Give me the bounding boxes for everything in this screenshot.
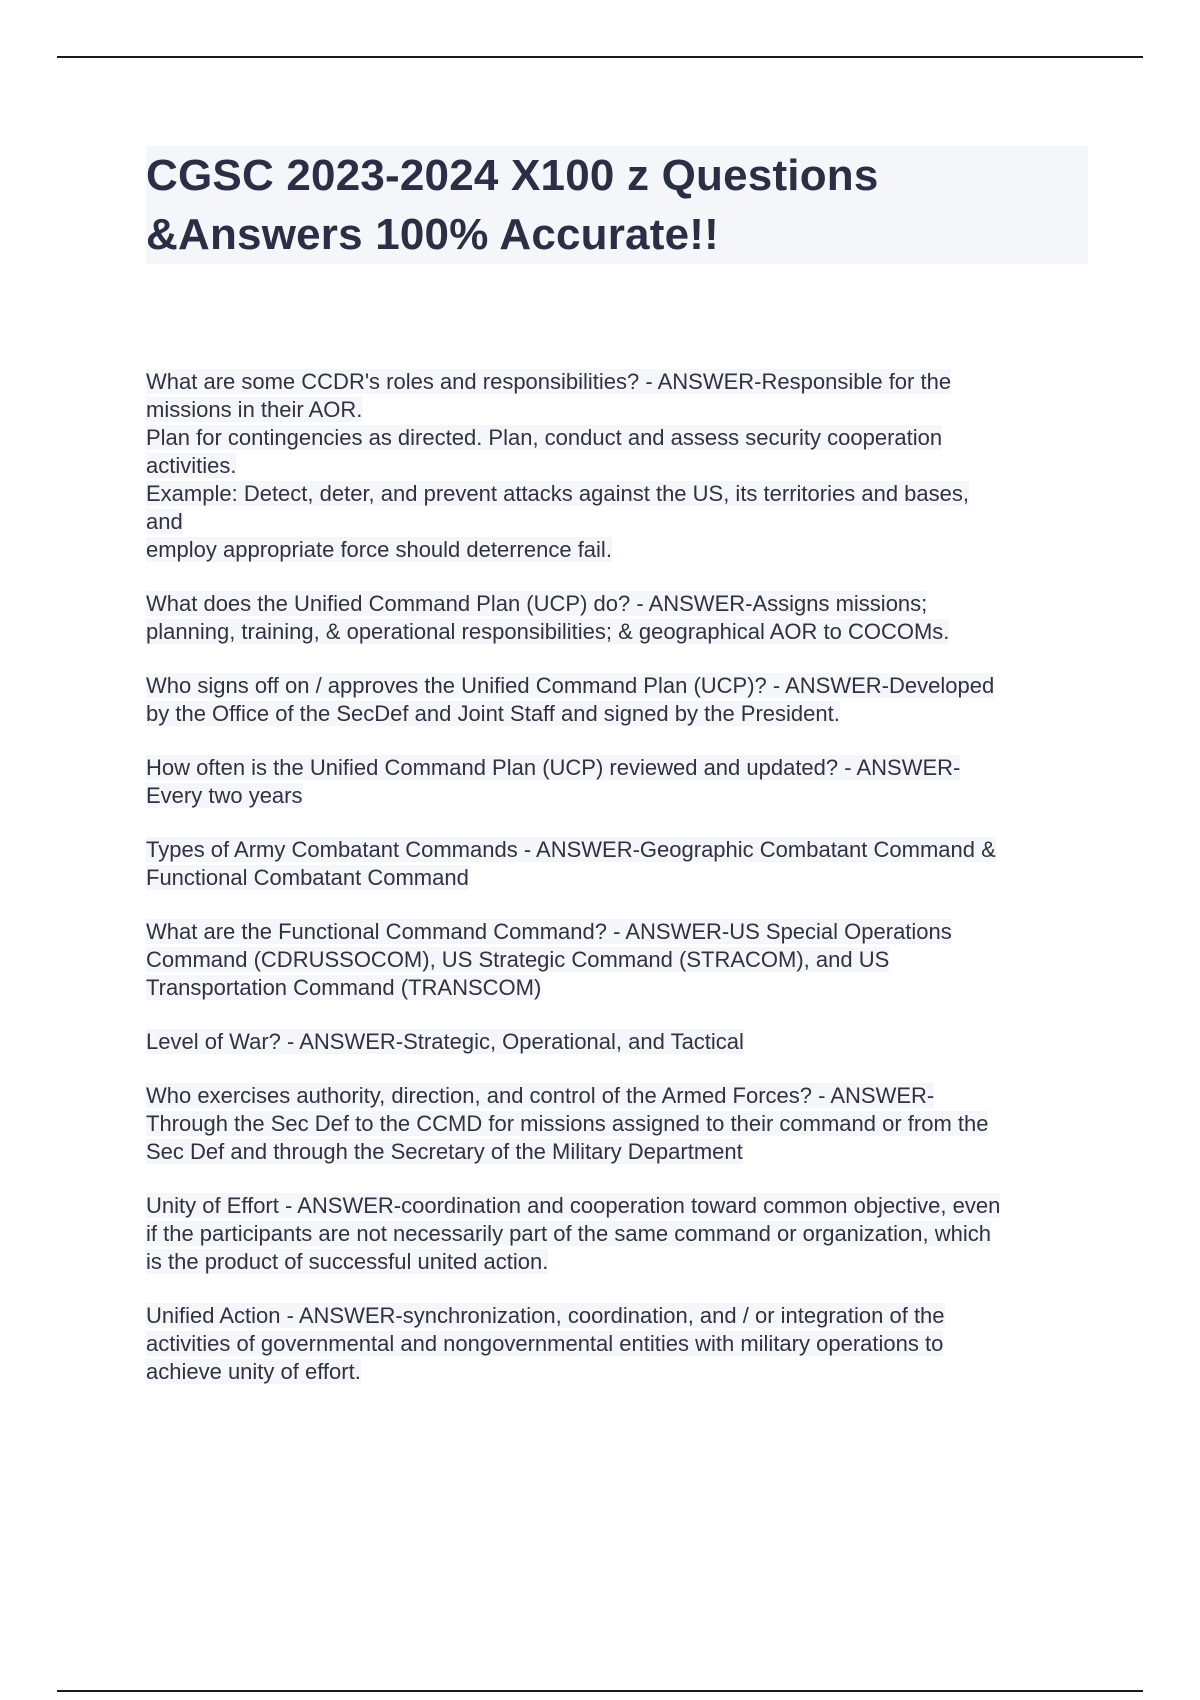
qa-entry [146,754,1096,810]
qa-entry [146,672,1096,728]
qa-line [146,1248,1096,1276]
qa-line [146,836,1096,864]
qa-line-text: Who signs off on / approves the Unified Command Plan (UCP)? - ANSWER-Developed [146,673,995,698]
qa-line-text: employ appropriate force should deterrence fail. [146,537,612,562]
title-line: CGSC 2023-2024 X100 z Questions [146,151,879,200]
qa-line-text: Functional Combatant Command [146,865,469,890]
qa-line-text: is the product of successful united action. [146,1249,549,1274]
qa-line-text: Unity of Effort - ANSWER-coordination and cooperation toward common objective, even [146,1193,1001,1218]
qa-entry [146,1192,1096,1276]
qa-line [146,700,1096,728]
qa-line-text: What does the Unified Command Plan (UCP) do? - ANSWER-Assigns missions; [146,591,928,616]
qa-line-text: Level of War? - ANSWER-Strategic, Operational, and Tactical [146,1029,744,1054]
qa-line-text: How often is the Unified Command Plan (UCP) reviewed and updated? - ANSWER- [146,755,961,780]
qa-line-text: planning, training, & operational responsibilities; & geographical AOR to COCOMs. [146,619,950,644]
qa-line [146,918,1096,946]
qa-line-text: Every two years [146,783,303,808]
qa-line-text: activities. [146,453,237,478]
title-block [146,146,1088,264]
top-rule [57,56,1143,58]
qa-line [146,754,1096,782]
qa-line [146,1220,1096,1248]
qa-entry [146,1302,1096,1386]
bottom-rule [57,1690,1143,1692]
qa-line [146,782,1096,810]
qa-line [146,1302,1096,1330]
qa-entry [146,1082,1096,1166]
qa-line-text: if the participants are not necessarily part of the same command or organization, which [146,1221,991,1246]
qa-line [146,1110,1096,1138]
qa-line-text: Command (CDRUSSOCOM), US Strategic Command (STRACOM), and US [146,947,890,972]
qa-line-text: What are the Functional Command Command? - ANSWER-US Special Operations [146,919,952,944]
qa-line-text: Plan for contingencies as directed. Plan, conduct and assess security cooperation [146,425,943,450]
qa-line [146,864,1096,892]
qa-line-text: What are some CCDR's roles and responsibilities? - ANSWER-Responsible for the [146,369,952,394]
qa-line [146,974,1096,1002]
qa-line-text: activities of governmental and nongovernmental entities with military operations to [146,1331,944,1356]
qa-line-text: Through the Sec Def to the CCMD for missions assigned to their command or from the [146,1111,989,1136]
qa-line [146,396,1096,424]
qa-line [146,1138,1096,1166]
qa-line-text: Transportation Command (TRANSCOM) [146,975,542,1000]
qa-line [146,590,1096,618]
qa-line [146,1082,1096,1110]
qa-line [146,946,1096,974]
qa-line-text: Sec Def and through the Secretary of the Military Department [146,1139,743,1164]
qa-line [146,1028,1096,1056]
qa-line-text: and [146,509,183,534]
qa-entry [146,836,1096,892]
qa-line-text: Example: Detect, deter, and prevent attacks against the US, its territories and bases, [146,481,969,506]
qa-line [146,1192,1096,1220]
qa-line-text: by the Office of the SecDef and Joint Staff and signed by the President. [146,701,840,726]
qa-list [146,368,1096,1412]
qa-line [146,368,1096,396]
qa-line [146,618,1096,646]
qa-line-text: achieve unity of effort. [146,1359,361,1384]
qa-entry [146,590,1096,646]
qa-line-text: missions in their AOR. [146,397,363,422]
qa-line [146,452,1096,480]
qa-line-text: Types of Army Combatant Commands - ANSWER-Geographic Combatant Command & [146,837,996,862]
qa-line [146,424,1096,452]
qa-line [146,508,1096,536]
qa-entry [146,368,1096,564]
qa-entry [146,1028,1096,1056]
qa-entry [146,918,1096,1002]
page-title [146,146,1088,264]
qa-line [146,1330,1096,1358]
qa-line [146,536,1096,564]
title-line: &Answers 100% Accurate!! [146,210,719,259]
qa-line [146,1358,1096,1386]
qa-line-text: Who exercises authority, direction, and control of the Armed Forces? - ANSWER- [146,1083,935,1108]
qa-line-text: Unified Action - ANSWER-synchronization, coordination, and / or integration of the [146,1303,945,1328]
qa-line [146,672,1096,700]
qa-line [146,480,1096,508]
